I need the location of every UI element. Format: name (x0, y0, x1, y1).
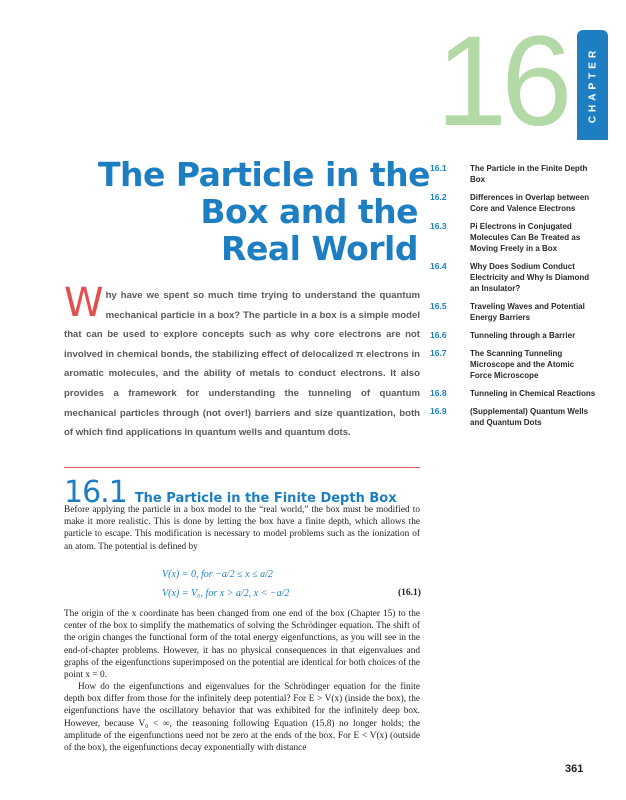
toc-item-number: 16.1 (430, 163, 447, 173)
intro-paragraph (64, 280, 420, 443)
toc-item-number: 16.2 (430, 192, 447, 202)
intro-text: hy have we spent so much time trying to understand the quantum mechanical particle in a box? The particle in a box is a simple model that can be used to explore concepts such as why core electrons are not involved in chemical bonds, the stabilizing effect of delocalized π electrons in aromatic molecules, and the ability of metals to conduct electrons. It also provides a framework for understanding the tunneling of quantum mechanical particles through (not over!) barriers and size quantization, both of which find applications in quantum wells and quantum dots. (64, 290, 420, 439)
toc-item-number: 16.4 (430, 261, 447, 271)
toc-item-label: The Scanning Tunneling Microscope and the Atomic Force Microscope (470, 349, 575, 380)
body-paragraph: The origin of the x coordinate has been changed from one end of the box (Chapter 15) to the center of the box to simplify the mathematics of solving the Schrödinger equation. The shift of the origin changes the functional form of the total energy eigenfunctions, as you will see in the end-of-chapter problems. However, it has no physical consequences in that eigenvalues and graphs of the eigenfunctions superimposed on the potential are identical for both choices of the point x = 0. (64, 609, 420, 681)
toc-item-label: Why Does Sodium Conduct Electricity and Why Is Diamond an Insulator? (470, 262, 590, 293)
equation-number: (16.1) (398, 588, 421, 598)
toc-item[interactable] (430, 348, 596, 381)
toc-item-label: Tunneling through a Barrier (470, 331, 576, 340)
chapter-toc (430, 163, 596, 435)
body-paragraph: Before applying the particle in a box model to the “real world,” the box must be modified to make it more realistic. This is done by letting the box have a finite depth, which allows the particle to escape. This modification is necessary to model problems such as the ionization of an atom. The potential is defined by (64, 505, 420, 552)
toc-item-label: The Particle in the Finite Depth Box (470, 164, 588, 184)
toc-item-number: 16.9 (430, 406, 447, 416)
toc-item-label: Tunneling in Chemical Reactions (470, 389, 596, 398)
equation-line: V(x) = V₀, for x > a/2, x < −a/2 (162, 588, 290, 599)
toc-item[interactable] (430, 221, 596, 254)
toc-item-label: Differences in Overlap between Core and Valence Electrons (470, 193, 590, 213)
toc-item-label: Pi Electrons in Conjugated Molecules Can Be Treated as Moving Freely in a Box (470, 222, 581, 253)
toc-item[interactable] (430, 406, 596, 428)
toc-item[interactable] (430, 330, 596, 341)
chapter-title-line: The Particle in the (98, 155, 430, 194)
toc-item[interactable] (430, 192, 596, 214)
toc-item[interactable] (430, 388, 596, 399)
toc-item[interactable] (430, 261, 596, 294)
chapter-number: 16 (436, 10, 567, 153)
section-number: 16.1 (64, 475, 127, 510)
page-number: 361 (565, 763, 584, 775)
section-title: The Particle in the Finite Depth Box (134, 491, 397, 506)
chapter-title-line: Box and the (200, 192, 418, 231)
chapter-tab (577, 30, 608, 140)
body-paragraph: How do the eigenfunctions and eigenvalues for the Schrödinger equation for the finite depth box differ from those for the infinitely deep potential? For E > V(x) (inside the box), the eigenfunctions have the oscillatory behavior that was exhibited for the infinitely deep box. However, because V₀ < ∞, the reasoning following Equation (15.8) no longer holds; the amplitude of the eigenfunctions need not be zero at the ends of the box. For E < V(x) (outside of the box), the eigenfunctions decay exponentially with distance (64, 682, 420, 754)
equation-line: V(x) = 0, for −a/2 ≤ x ≤ a/2 (162, 569, 273, 580)
toc-item[interactable] (430, 301, 596, 323)
toc-item-number: 16.5 (430, 301, 447, 311)
toc-item-number: 16.8 (430, 388, 447, 398)
chapter-title (98, 155, 430, 268)
toc-item-number: 16.3 (430, 221, 447, 231)
chapter-tab-label: CHAPTER (587, 46, 598, 124)
toc-item[interactable] (430, 163, 596, 185)
toc-item-label: (Supplemental) Quantum Wells and Quantum Dots (470, 407, 589, 427)
toc-item-number: 16.6 (430, 330, 447, 340)
section-divider (64, 467, 420, 468)
intro-dropcap: W (64, 280, 104, 326)
toc-item-number: 16.7 (430, 348, 447, 358)
chapter-title-line: Real World (221, 229, 418, 268)
toc-item-label: Traveling Waves and Potential Energy Barriers (470, 302, 585, 322)
